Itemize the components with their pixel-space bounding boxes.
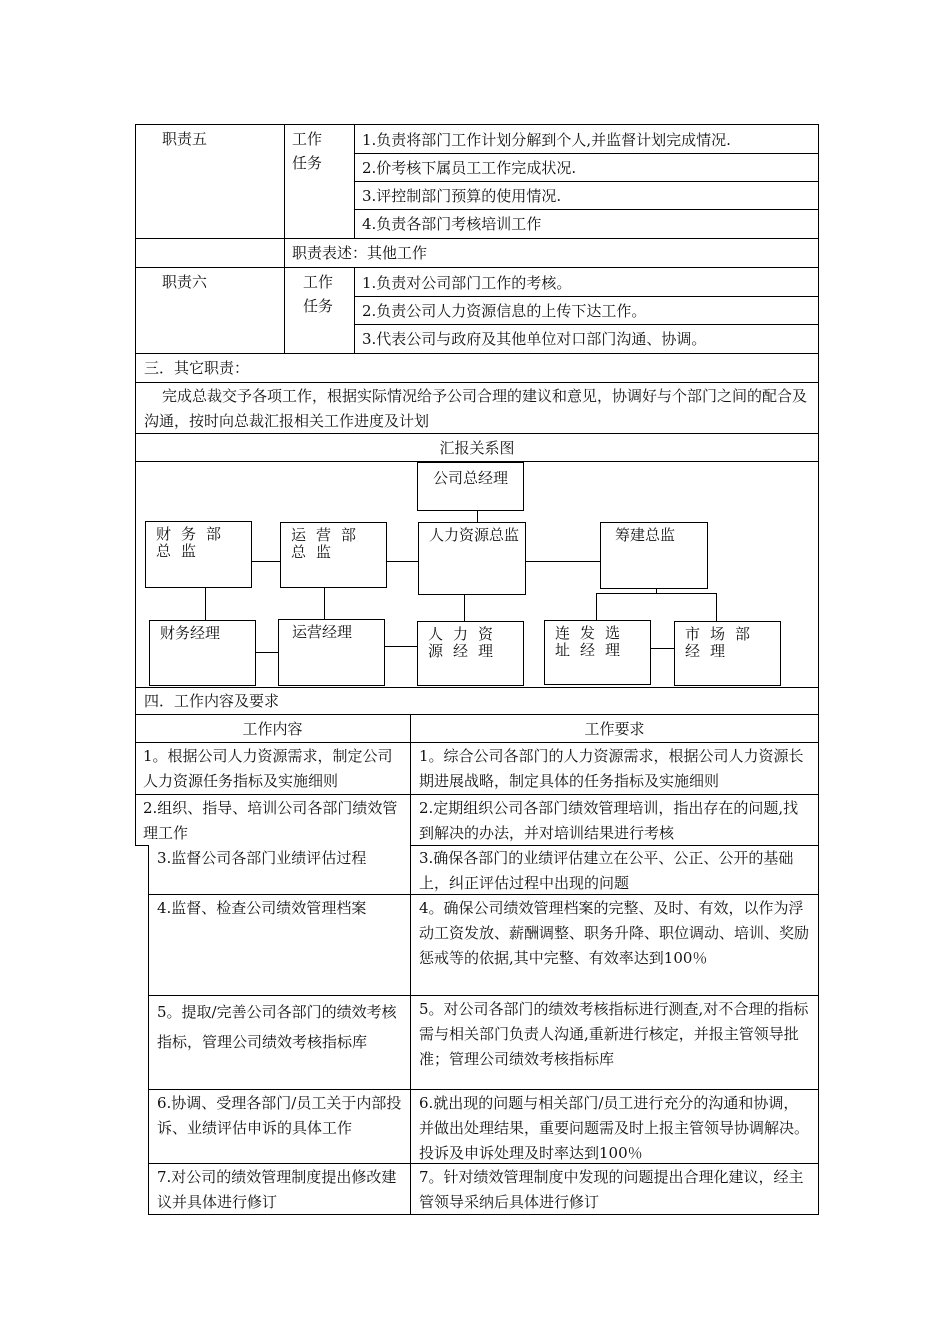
org-node-finance-director	[145, 521, 252, 588]
org-node-label: 连发选址经理	[555, 624, 631, 659]
duty6-task-2: 2.负责公司人力资源信息的上传下达工作。	[362, 302, 647, 320]
section4-heading: 四．工作内容及要求	[144, 692, 280, 710]
org-node-construction-director	[600, 522, 708, 589]
duty6-task-label: 工作任务	[303, 273, 334, 315]
table-border	[135, 124, 819, 125]
col-header-requirement: 工作要求	[584, 720, 645, 738]
connector-line	[596, 593, 717, 594]
org-node-hr-director	[418, 522, 526, 595]
duty5-task-3: 3.评控制部门预算的使用情况.	[362, 187, 562, 205]
org-node-site-manager	[544, 620, 651, 685]
org-node-label: 人力资源经理	[428, 625, 504, 660]
section3-body: 完成总裁交予各项工作，根据实际情况给予公司合理的建议和意见，协调好与个部门之间的配合及沟通，按时向总裁汇报相关工作进度及计划	[144, 387, 808, 430]
table-border	[148, 845, 149, 1215]
duty-description: 职责表述：其他工作	[292, 244, 428, 262]
org-node-marketing-manager	[674, 621, 781, 686]
org-node-label: 财务部总监	[156, 525, 232, 560]
table-border	[135, 433, 819, 434]
table-border	[135, 742, 819, 743]
table-border	[135, 794, 819, 795]
table-border	[148, 995, 819, 996]
table-cell-requirement: 4。确保公司绩效管理档案的完整、及时、有效，以作为浮动工资发放、薪酬调整、职务升降、职位调动、培训、奖励惩戒等的依据,其中完整、有效率达到100％	[419, 899, 810, 967]
table-cell-requirement: 5。对公司各部门的绩效考核指标进行测查,对不合理的指标需与相关部门负责人沟通,重新进行核定，并报主管领导批准；管理公司绩效考核指标库	[419, 1000, 809, 1068]
table-border	[135, 687, 819, 688]
table-cell-content: 5。提取/完善公司各部门的绩效考核指标，管理公司绩效考核指标库	[157, 1003, 397, 1051]
connector-line	[716, 593, 717, 621]
table-border	[135, 714, 819, 715]
connector-line	[650, 648, 674, 649]
connector-line	[256, 652, 278, 653]
table-border	[354, 267, 355, 353]
table-cell-requirement: 3.确保各部门的业绩评估建立在公平、公正、公开的基础上，纠正评估过程中出现的问题	[419, 849, 794, 892]
org-node-label: 人力资源总监	[429, 526, 520, 544]
section3-heading: 三．其它职责：	[144, 359, 250, 377]
org-node-hr-manager	[417, 621, 524, 686]
org-node-label: 财务经理	[160, 624, 221, 642]
connector-line	[596, 593, 597, 621]
connector-line	[251, 561, 280, 562]
table-border	[135, 382, 819, 383]
table-cell-requirement: 1。综合公司各部门的人力资源需求，根据公司人力资源长期进展战略，制定具体的任务指标及实施细则	[419, 747, 804, 790]
col-header-content: 工作内容	[242, 720, 303, 738]
table-cell-requirement: 7。针对绩效管理制度中发现的问题提出合理化建议，经主管领导采纳后具体进行修订	[419, 1168, 804, 1211]
org-node-label: 运营经理	[292, 623, 353, 641]
table-cell-content: 3.监督公司各部门业绩评估过程	[157, 849, 367, 867]
org-node-finance-manager	[149, 620, 256, 686]
table-cell-content: 4.监督、检查公司绩效管理档案	[157, 899, 367, 917]
org-node-label: 公司总经理	[433, 469, 509, 487]
duty6-task-3: 3.代表公司与政府及其他单位对口部门沟通、协调。	[362, 330, 707, 348]
table-cell-content: 1。根据公司人力资源需求，制定公司人力资源任务指标及实施细则	[143, 747, 393, 790]
org-node-ceo	[417, 462, 524, 511]
duty5-task-1: 1.负责将部门工作计划分解到个人,并监督计划完成情况.	[362, 131, 731, 149]
table-border	[354, 153, 819, 154]
table-cell-content: 7.对公司的绩效管理制度提出修改建议并具体进行修订	[157, 1168, 397, 1211]
table-border	[410, 714, 411, 1215]
table-border	[354, 296, 819, 297]
connector-line	[526, 561, 600, 562]
table-border	[148, 1089, 819, 1090]
org-node-operations-manager	[278, 619, 385, 686]
table-border	[818, 124, 819, 1215]
duty5-task-4: 4.负责各部门考核培训工作	[362, 215, 542, 233]
connector-line	[387, 561, 418, 562]
table-border	[354, 324, 819, 325]
duty6-title: 职责六	[162, 273, 208, 291]
org-node-label: 运营部总监	[291, 526, 367, 561]
table-border	[354, 181, 819, 182]
table-cell-requirement: 6.就出现的问题与相关部门/员工进行充分的沟通和协调，并做出处理结果，重要问题需及时上报主管领导协调解决。投诉及申诉处理及时率达到100％	[419, 1094, 810, 1162]
org-chart-title: 汇报关系图	[439, 439, 515, 457]
table-cell-content: 2.组织、指导、培训公司各部门绩效管理工作	[143, 799, 398, 842]
connector-line	[384, 646, 417, 647]
org-node-label: 市场部经理	[685, 625, 761, 660]
table-border	[354, 209, 819, 210]
table-border	[135, 267, 819, 268]
org-node-label: 筹建总监	[615, 526, 676, 544]
duty5-title: 职责五	[162, 130, 208, 148]
duty5-task-label: 工作任务	[292, 130, 323, 172]
table-cell-content: 6.协调、受理各部门/员工关于内部投诉、业绩评估申诉的具体工作	[157, 1094, 402, 1137]
duty5-task-2: 2.价考核下属员工工作完成状况.	[362, 159, 577, 177]
table-border	[135, 353, 819, 354]
org-node-operations-director	[280, 522, 387, 588]
duty6-task-1: 1.负责对公司部门工作的考核。	[362, 274, 572, 292]
table-border	[135, 238, 819, 239]
table-cell-requirement: 2.定期组织公司各部门绩效管理培训，指出存在的问题,找到解决的办法，并对培训结果进行考核	[419, 799, 799, 842]
